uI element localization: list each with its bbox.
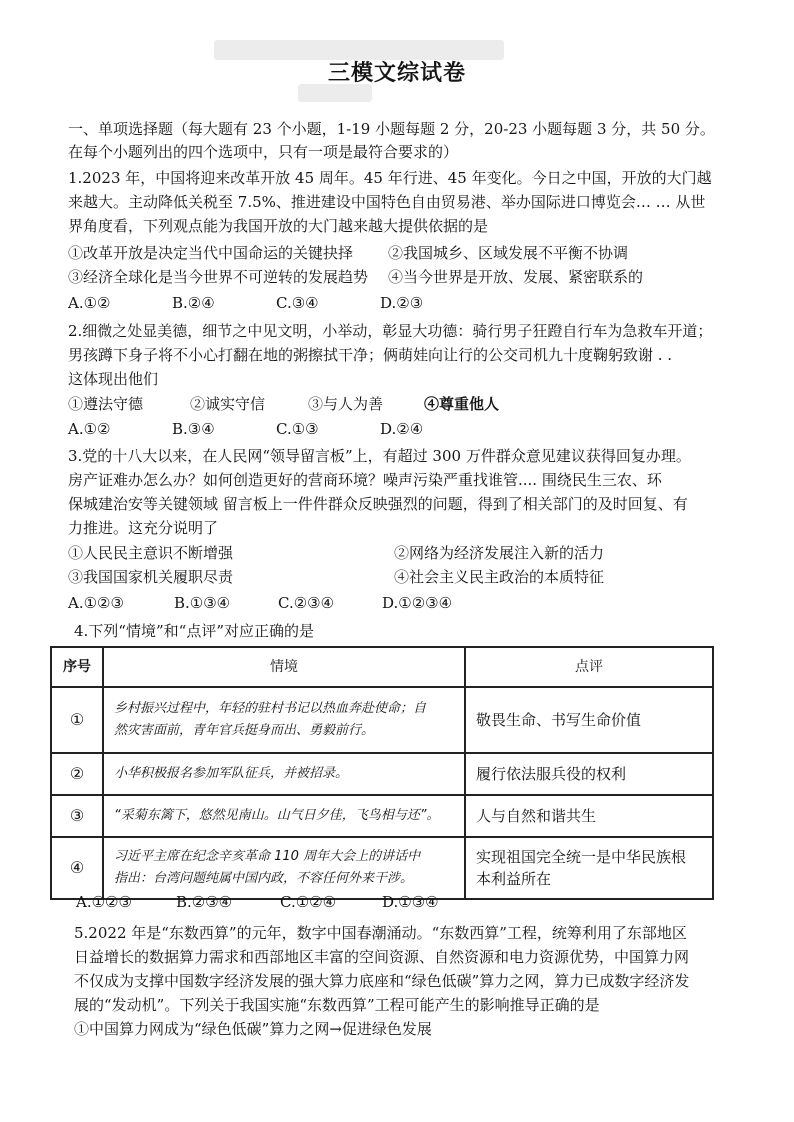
table-row	[51, 837, 713, 899]
q1-statement: ②我国城乡、区域发展不平衡不协调	[388, 244, 629, 262]
q4-stem: 4.下列“情境”和“点评”对应正确的是	[74, 622, 314, 640]
q1-choice: D.②③	[380, 294, 424, 312]
exam-title: 三模文综试卷	[327, 61, 466, 86]
q4-header-comment: 点评	[465, 647, 713, 687]
q2-choice: C.①③	[276, 420, 319, 438]
q2-stem-line: 这体现出他们	[68, 370, 159, 388]
q3-choice: B.①③④	[174, 594, 231, 612]
table-row	[51, 687, 713, 753]
q2-statement: ②诚实守信	[190, 395, 266, 413]
q4-header-scene: 情境	[103, 647, 465, 687]
q3-statement: ②网络为经济发展注入新的活力	[394, 544, 605, 562]
q1-stem-line: 来越大。主动降低关税至 7.5%、推进建设中国特色自由贸易港、举办国际进口博览会… … 从世	[68, 193, 706, 211]
q4-comment-line: 实现祖国完全统一是中华民族根	[476, 848, 687, 866]
q2-stem-line: 2.细微之处显美德，细节之中见文明，小举动，彰显大功德：骑行男子狂蹬自行车为急救车开道；	[68, 322, 713, 340]
q4-row-comment	[465, 795, 713, 837]
q1-choice: B.②④	[172, 294, 215, 312]
q4-scene-line: 乡村振兴过程中，年轻的驻村书记以热血奔赴使命；自	[114, 701, 427, 716]
q4-table-header-row	[51, 647, 713, 687]
q4-comment-line: 本利益所在	[476, 870, 552, 888]
q1-stem-line: 1.2023 年，中国将迎来改革开放 45 周年。45 年行进、45 年变化。今日之中国，开放的大门越	[68, 169, 712, 187]
section-header-line: 一、单项选择题（每大题有 23 个小题，1-19 小题每题 2 分，20-23 小题每题 3 分，共 50 分。	[68, 120, 715, 138]
q5-stem-line: 日益增长的数据算力需求和西部地区丰富的空间资源、自然资源和电力资源优势，中国算力网	[74, 948, 690, 966]
q4-row-scene	[103, 687, 465, 753]
table-row	[51, 795, 713, 837]
table-row	[51, 753, 713, 795]
q4-choice: A.①②③	[76, 893, 132, 911]
q2-stem-line: 男孩蹲下身子将不小心打翻在地的粥擦拭干净；俩萌娃向让行的公交司机九十度鞠躬致谢 . .	[68, 346, 673, 364]
q2-statement: ③与人为善	[308, 395, 384, 413]
q1-statement: ①改革开放是决定当代中国命运的关键抉择	[68, 244, 354, 262]
q4-scene-line: 指出：台湾问题纯属中国内政，不容任何外来干涉。	[114, 871, 414, 886]
q4-row-scene	[103, 753, 465, 795]
q4-comment-line: 人与自然和谐共生	[476, 807, 597, 825]
q2-choice: B.③④	[172, 420, 215, 438]
q4-row-number: ③	[51, 795, 103, 837]
q3-stem-line: 房产证难办怎么办？如何创造更好的营商环境？噪声污染严重找谁管.... 围绕民生三农、环	[68, 471, 662, 489]
q4-choice: C.①②④	[280, 893, 337, 911]
q4-comment-line: 履行依法服兵役的权利	[476, 765, 627, 783]
q4-scene-line: “采菊东篱下，悠然见南山。山气日夕佳，飞鸟相与还”。	[114, 808, 440, 823]
q1-statement: ③经济全球化是当今世界不可逆转的发展趋势	[68, 268, 369, 286]
q4-row-scene	[103, 837, 465, 899]
q2-choice: A.①②	[68, 420, 111, 438]
q1-stem-line: 界角度看，下列观点能为我国开放的大门越来越大提供依据的是	[68, 217, 489, 235]
q3-choice: A.①②③	[68, 594, 124, 612]
q1-choice: C.③④	[276, 294, 319, 312]
q1-statement: ④当今世界是开放、发展、紧密联系的	[388, 268, 644, 286]
q4-row-number: ④	[51, 837, 103, 899]
q4-choice: B.②③④	[176, 893, 233, 911]
q4-row-comment	[465, 837, 713, 899]
q2-choice: D.②④	[380, 420, 424, 438]
q3-statement: ③我国国家机关履职尽责	[68, 568, 234, 586]
q3-stem-line: 3.党的十八大以来，在人民网“领导留言板”上，有超过 300 万件群众意见建议获得回复办理。	[68, 447, 691, 465]
q4-comment-line: 敬畏生命、书写生命价值	[476, 711, 642, 729]
q1-choice: A.①②	[68, 294, 111, 312]
q4-scene-line: 然灾害面前，青年官兵挺身而出、勇毅前行。	[114, 723, 375, 738]
q4-row-number: ①	[51, 687, 103, 753]
q4-header-number: 序号	[51, 647, 103, 687]
q3-choice: D.①②③④	[382, 594, 453, 612]
q5-stem-line: 展的“发动机”。下列关于我国实施“东数西算”工程可能产生的影响推导正确的是	[74, 996, 600, 1014]
q3-stem-line: 保城建治安等关键领域 留言板上一件件群众反映强烈的问题，得到了相关部门的及时回复、有	[68, 495, 688, 513]
q3-stem-line: 力推进。这充分说明了	[68, 519, 219, 537]
q4-row-number: ②	[51, 753, 103, 795]
q3-statement: ④社会主义民主政治的本质特征	[394, 568, 605, 586]
q5-stem-line: ①中国算力网成为“绿色低碳”算力之网→促进绿色发展	[74, 1020, 432, 1038]
q5-stem-line: 不仅成为支撑中国数字经济发展的强大算力底座和“绿色低碳”算力之网，算力已成数字经济发	[74, 972, 690, 990]
q4-row-comment	[465, 687, 713, 753]
q2-statement: ④尊重他人	[424, 395, 500, 413]
q4-scene-line: 小华积极报名参加军队征兵，并被招录。	[114, 766, 349, 781]
q4-choice: D.①③④	[382, 893, 439, 911]
q2-statement: ①遵法守德	[68, 395, 144, 413]
q4-scene-line: 习近平主席在纪念辛亥革命 110 周年大会上的讲话中	[114, 849, 421, 864]
section-header-line: 在每个小题列出的四个选项中，只有一项是最符合要求的）	[68, 143, 459, 161]
q5-stem-line: 5.2022 年是“东数西算”的元年，数字中国春潮涌动。“东数西算”工程，统筹利用了东部地区	[74, 924, 687, 942]
q4-row-comment	[465, 753, 713, 795]
q4-row-scene	[103, 795, 465, 837]
q4-table	[50, 646, 714, 900]
q3-statement: ①人民民主意识不断增强	[68, 544, 234, 562]
q3-choice: C.②③④	[278, 594, 335, 612]
